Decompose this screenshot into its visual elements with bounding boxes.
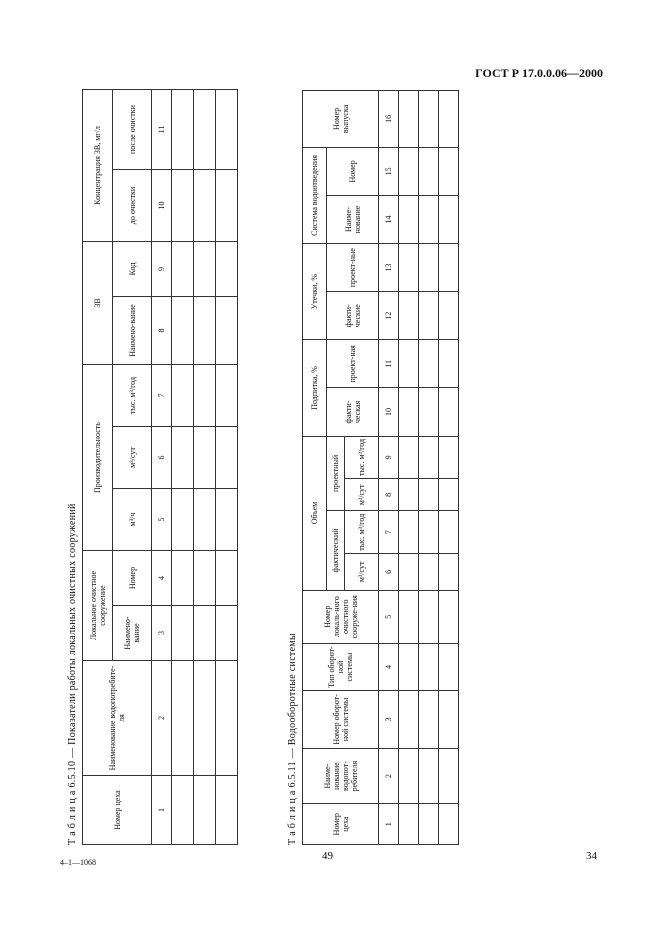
footer-page-number-right: 34 [586, 850, 597, 862]
column-number: 1 [379, 804, 399, 845]
header-pollutant-code: Код [113, 242, 152, 297]
header-design-thousand-m3-per-year: тыс. м³/год [345, 436, 379, 479]
column-number: 10 [379, 388, 399, 436]
header-local-facility: Локальное очистное сооружение [83, 551, 113, 661]
table-row [439, 91, 459, 845]
header-feed-design: проект-ная [327, 340, 379, 388]
header-feed: Подпитка, % [303, 340, 327, 436]
column-number: 9 [152, 242, 172, 297]
document-standard-header: ГОСТ Р 17.0.0.06—2000 [475, 66, 603, 80]
column-number: 7 [379, 511, 399, 554]
header-shop-number: Номер цеха [303, 804, 379, 845]
column-number: 6 [379, 554, 399, 590]
column-number: 4 [379, 643, 399, 690]
column-number: 2 [152, 661, 172, 776]
footer-print-code: 4–1—1068 [60, 858, 96, 867]
table-row [399, 91, 419, 845]
header-leaks-actual: факти-ческие [327, 292, 379, 340]
header-pollutant: ЗВ [83, 242, 113, 365]
column-number: 1 [152, 776, 172, 845]
header-design-m3-per-day: м³/сут [345, 479, 379, 511]
column-number: 14 [379, 195, 399, 243]
header-m3-per-hour: м³/ч [113, 489, 152, 551]
header-local-facility-number: Номер локаль-ного очистного сооруже-ния [303, 590, 379, 643]
header-concentration: Концентрация ЗВ, мг/л [83, 90, 113, 242]
header-volume: Объем [303, 436, 327, 590]
column-number: 5 [152, 489, 172, 551]
header-feed-actual: факти-ческая [327, 388, 379, 436]
header-shop-number: Номер цеха [83, 776, 152, 845]
table-6-5-11 [302, 90, 459, 845]
table-6-5-11-block [287, 90, 459, 845]
header-facility-number: Номер [113, 551, 152, 606]
column-number: 15 [379, 147, 399, 195]
column-number: 12 [379, 292, 399, 340]
header-thousand-m3-per-year: тыс. м³/год [113, 365, 152, 427]
table-6-5-10-caption: Т а б л и ц а 6.5.10 — Показатели работы локальных очистных сооружений [67, 503, 78, 845]
column-number: 8 [379, 479, 399, 511]
footer-page-number-center: 49 [322, 850, 333, 862]
column-number: 16 [379, 91, 399, 148]
column-number: 11 [379, 340, 399, 388]
column-number: 3 [152, 606, 172, 661]
column-number-row [152, 90, 172, 845]
header-facility-name: Наимено-вание [113, 606, 152, 661]
column-number: 3 [379, 691, 399, 749]
table-6-5-10-block [67, 90, 238, 845]
column-number-row [379, 91, 399, 845]
header-leaks: Утечки, % [303, 244, 327, 340]
header-volume-design: проектный [327, 436, 345, 511]
column-number: 7 [152, 365, 172, 427]
column-number: 8 [152, 297, 172, 365]
header-m3-per-day: м³/сут [113, 427, 152, 489]
table-row [419, 91, 439, 845]
header-performance: Производительность [83, 365, 113, 551]
header-system-type: Тип оборот-ной системы [303, 643, 379, 690]
table-6-5-11-caption: Т а б л и ц а 6.5.11 — Водооборотные системы [287, 633, 298, 845]
table-row [172, 90, 194, 845]
header-actual-thousand-m3-per-year: тыс. м³/год [345, 511, 379, 554]
column-number: 6 [152, 427, 172, 489]
header-volume-actual: фактический [327, 511, 345, 590]
header-pollutant-name: Наимено-вание [113, 297, 152, 365]
header-after-treatment: после очистки [113, 90, 152, 170]
column-number: 10 [152, 170, 172, 242]
table-6-5-10 [82, 89, 238, 845]
table-row [194, 90, 216, 845]
header-system-number: Номер оборот-ной системы [303, 691, 379, 749]
column-number: 4 [152, 551, 172, 606]
header-outlet-number: Номер выпуска [303, 91, 379, 148]
column-number: 5 [379, 590, 399, 643]
column-number: 11 [152, 90, 172, 170]
header-leaks-design: проект-ные [327, 244, 379, 292]
header-consumer-name: Наиме-нование водопот-ребителя [303, 748, 379, 804]
header-consumer-name: Наименование водопотребите-ля [83, 661, 152, 776]
table-row [216, 90, 238, 845]
header-drainage-name: Наиме-нование [327, 195, 379, 243]
header-drainage-number: Номер [327, 147, 379, 195]
header-actual-m3-per-day: м³/сут [345, 554, 379, 590]
column-number: 9 [379, 436, 399, 479]
header-drainage-system: Система водоотведения [303, 147, 327, 243]
column-number: 13 [379, 244, 399, 292]
header-before-treatment: до очистки [113, 170, 152, 242]
column-number: 2 [379, 748, 399, 804]
